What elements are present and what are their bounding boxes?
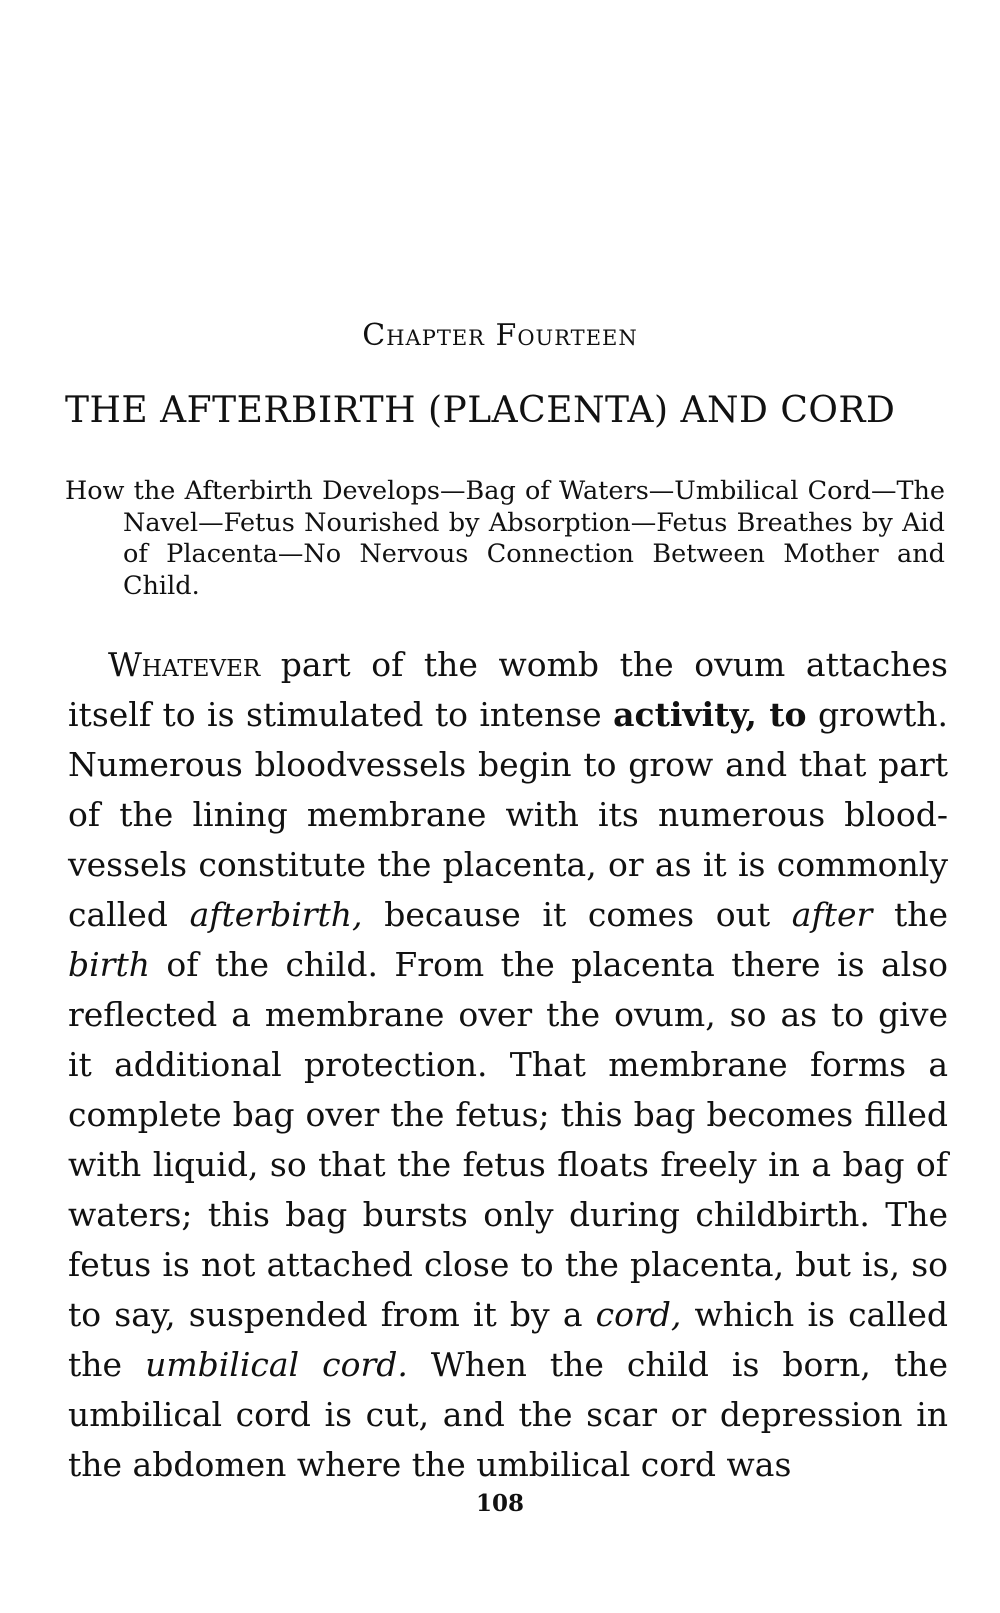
italic-term: umbilical cord. <box>145 1345 408 1384</box>
body-segment: When the child is born, the umbilical cord is cut, and the scar or depression in the abdomen where the umbilical cord was <box>68 1345 948 1484</box>
body-paragraph <box>68 640 948 1490</box>
body-text <box>68 640 948 1490</box>
body-segment: part of the womb the ovum attaches itself to is stimulated to intense <box>68 645 948 734</box>
italic-term: birth <box>68 945 150 984</box>
chapter-title: THE AFTERBIRTH (PLACENTA) AND CORD <box>65 390 896 431</box>
page-number: 108 <box>475 1490 524 1517</box>
body-segment: which is called the <box>68 1295 948 1384</box>
lead-word: Whatever <box>108 645 261 684</box>
italic-term: cord, <box>595 1295 682 1334</box>
body-segment: the <box>872 895 948 934</box>
body-segment: because it comes out <box>362 895 792 934</box>
chapter-label: Chapter Fourteen <box>362 318 638 353</box>
italic-term: after <box>791 895 873 934</box>
italic-term: afterbirth, <box>189 895 363 934</box>
chapter-synopsis: How the Afterbirth Develops—Bag of Waters—Umbilical Cord—The Navel—Fetus Nourished by Absorption—Fetus Breathes by Aid of Placenta—No Nervous Connection Between Mother and Child. <box>65 476 945 601</box>
body-segment: of the child. From the placenta there is also reflected a membrane over the ovum, so as to give it additional protection. That membrane forms a complete bag over the fetus; this bag becomes filled with liquid, so that the fetus floats freely in a bag of waters; this bag bursts only during childbirth. The fetus is not attached close to the placenta, but is, so to say, suspended from it by a <box>68 945 948 1334</box>
bold-phrase: activity, to <box>613 695 807 734</box>
body-segment: growth. Numerous bloodvessels begin to grow and that part of the lining membrane with its numerous bloodvessels constitute the placenta, or as it is commonly called <box>68 695 948 934</box>
